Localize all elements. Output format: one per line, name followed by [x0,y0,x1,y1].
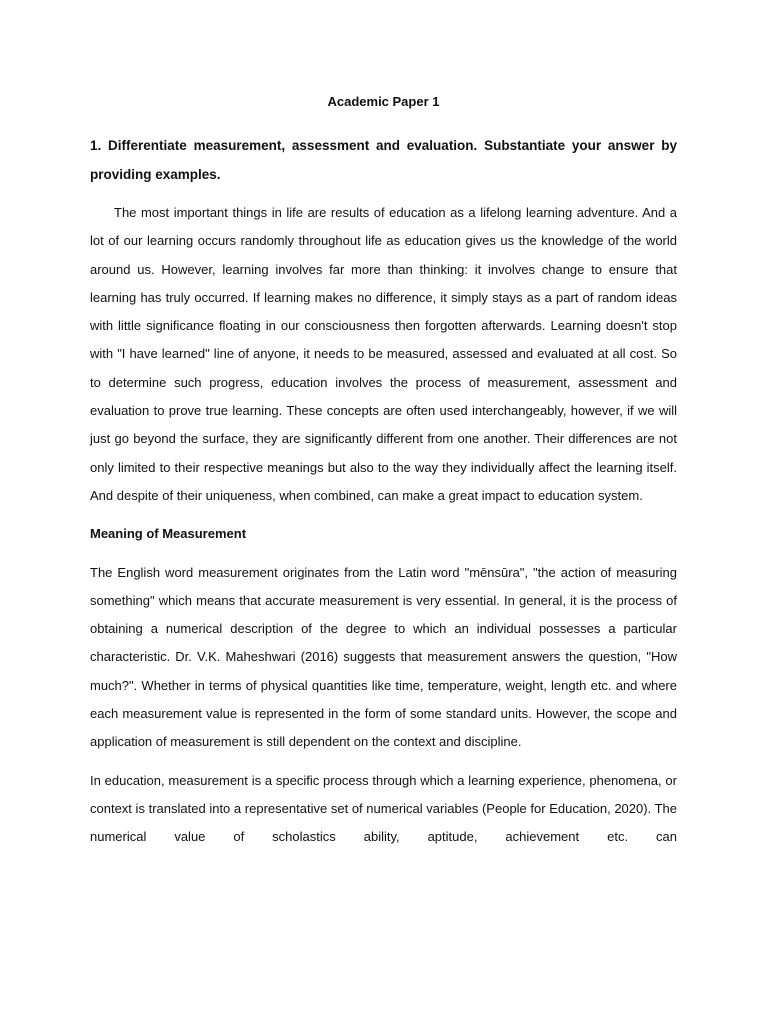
question-heading: 1. Differentiate measurement, assessment and evaluation. Substantiate your answer by providing examples. [90,138,677,182]
document-content [90,92,677,862]
document-title: Academic Paper 1 [327,94,440,109]
section-heading-measurement: Meaning of Measurement [90,526,247,542]
measurement-paragraph: The English word measurement originates from the Latin word "mēnsūra", "the action of measuring something" which means that accurate measurement is very essential. In general, it is the process of obtaining a numerical description of the degree to which an individual possesses a particular characteristic. Dr. V.K. Maheshwari (2016) suggests that measurement answers the question, "How much?". Whether in terms of physical quantities like time, temperature, weight, length etc. and where each measurement value is represented in the form of some standard units. However, the scope and application of measurement is still dependent on the context and discipline. [90,564,677,750]
intro-paragraph: The most important things in life are results of education as a lifelong learning adventure. And a lot of our learning occurs randomly throughout life as education gives us the knowledge of the world around us. However, learning involves far more than thinking: it involves change to ensure that learning has truly occurred. If learning makes no difference, it simply stays as a part of random ideas with little significance floating in our consciousness then forgotten afterwards. Learning doesn't stop with "I have learned" line of anyone, it needs to be measured, assessed and evaluated at all cost. So to determine such progress, education involves the process of measurement, assessment and evaluation to prove true learning. These concepts are often used interchangeably, however, if we will just go beyond the surface, they are significantly different from one another. Their differences are not only limited to their respective meanings but also to the way they individually affect the learning itself. And despite of their uniqueness, when combined, can make a great impact to education system. [90,205,677,503]
education-paragraph: In education, measurement is a specific process through which a learning experience, phenomena, or context is translated into a representative set of numerical variables (People for Education, 2020). The numerical value of scholastics ability, aptitude, achievement etc. can [90,772,677,845]
